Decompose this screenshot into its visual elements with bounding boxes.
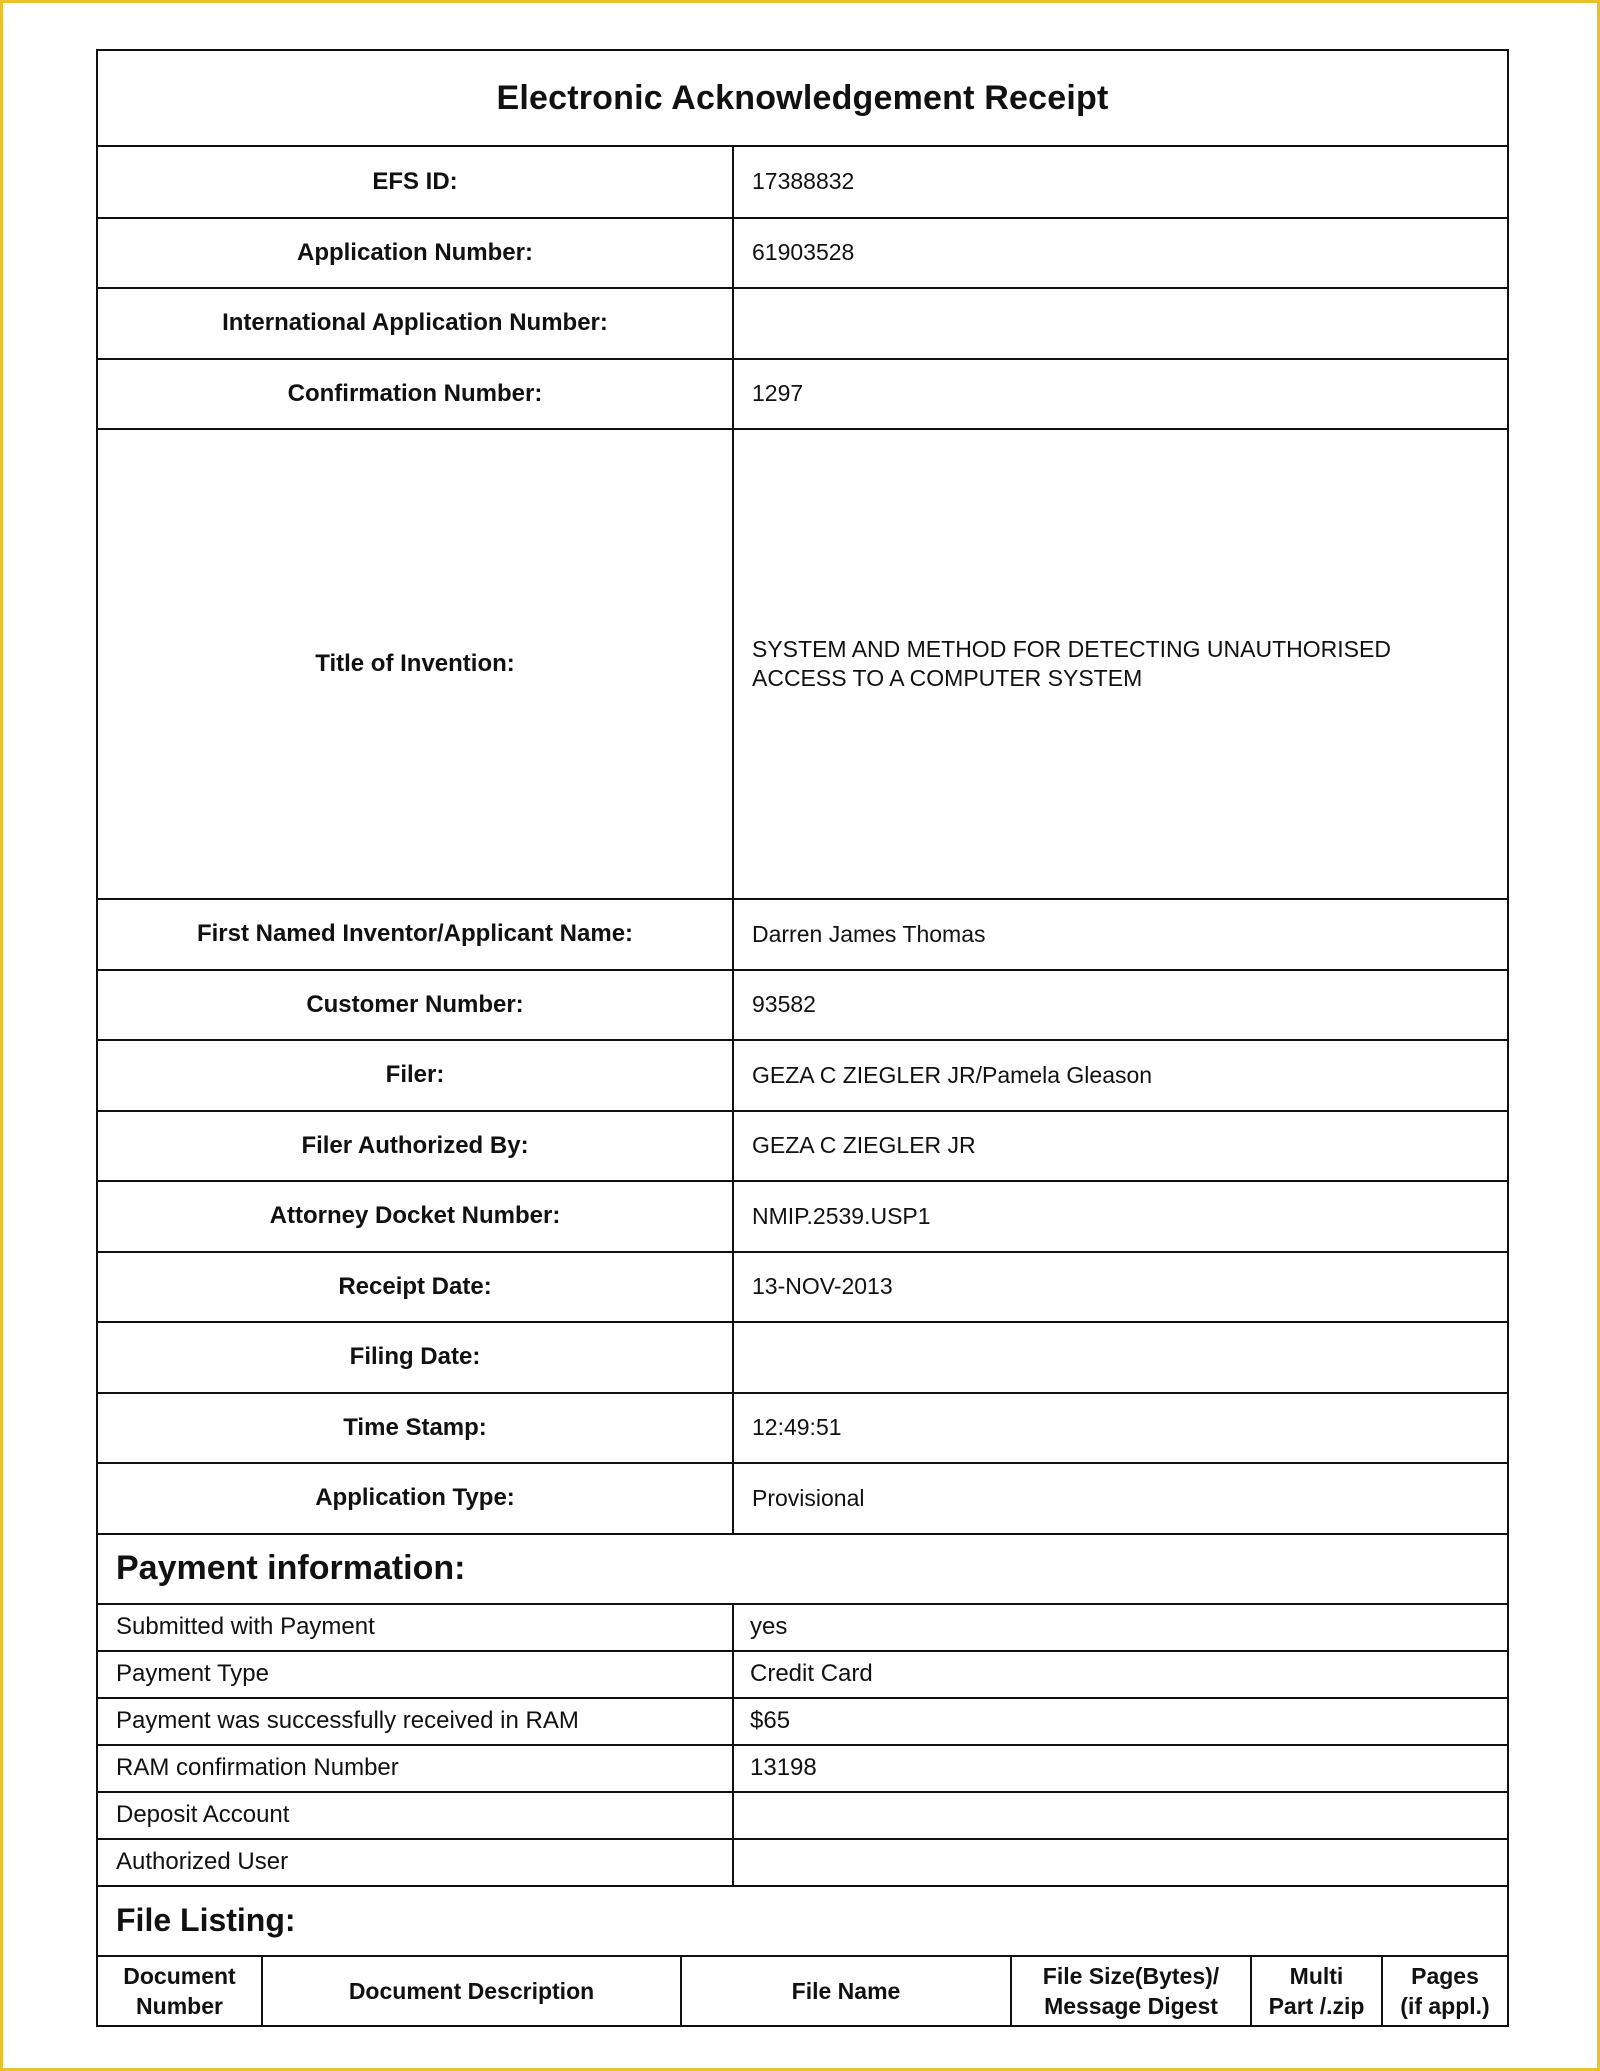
field-value: 93582 [733, 970, 1507, 1041]
field-row-customer-number [98, 970, 1507, 1041]
field-row-filing-date [98, 1322, 1507, 1393]
field-row-attorney-docket-number [98, 1181, 1507, 1252]
payment-row-payment-type [98, 1651, 1507, 1698]
field-label: Filer: [98, 1040, 733, 1111]
field-label: EFS ID: [98, 147, 733, 218]
field-label: Filer Authorized By: [98, 1111, 733, 1182]
payment-label: Payment Type [98, 1651, 733, 1698]
field-row-international-application-number [98, 288, 1507, 359]
payment-label: RAM confirmation Number [98, 1745, 733, 1792]
payment-label: Deposit Account [98, 1792, 733, 1839]
file-listing-table [98, 1957, 1507, 2025]
field-label: Filing Date: [98, 1322, 733, 1393]
field-value [733, 288, 1507, 359]
field-value: Darren James Thomas [733, 899, 1507, 970]
payment-value: $65 [733, 1698, 1507, 1745]
field-label: International Application Number: [98, 288, 733, 359]
field-value: GEZA C ZIEGLER JR [733, 1111, 1507, 1182]
field-label: Confirmation Number: [98, 359, 733, 430]
field-row-confirmation-number [98, 359, 1507, 430]
payment-label: Payment was successfully received in RAM [98, 1698, 733, 1745]
field-value: NMIP.2539.USP1 [733, 1181, 1507, 1252]
field-row-first-named-inventor [98, 899, 1507, 970]
field-label: Application Number: [98, 218, 733, 289]
field-row-receipt-date [98, 1252, 1507, 1323]
field-label: Receipt Date: [98, 1252, 733, 1323]
payment-label: Submitted with Payment [98, 1605, 733, 1651]
application-info-table [98, 147, 1507, 1535]
field-row-time-stamp [98, 1393, 1507, 1464]
payment-table [98, 1605, 1507, 1887]
field-value [733, 1322, 1507, 1393]
column-header-document-number: Document Number [98, 1957, 262, 2025]
field-value: 61903528 [733, 218, 1507, 289]
payment-row-authorized-user [98, 1839, 1507, 1886]
payment-label: Authorized User [98, 1839, 733, 1886]
receipt-document [96, 49, 1509, 2027]
column-header-file-name: File Name [681, 1957, 1011, 2025]
field-row-filer-authorized-by [98, 1111, 1507, 1182]
field-value: 17388832 [733, 147, 1507, 218]
field-label: Customer Number: [98, 970, 733, 1041]
field-value: 1297 [733, 359, 1507, 430]
column-header-multi-part: Multi Part /.zip [1251, 1957, 1382, 2025]
field-row-application-type [98, 1463, 1507, 1534]
field-row-title-of-invention [98, 429, 1507, 899]
payment-row-received-in-ram [98, 1698, 1507, 1745]
field-row-efs-id [98, 147, 1507, 218]
payment-value [733, 1792, 1507, 1839]
field-label: Attorney Docket Number: [98, 1181, 733, 1252]
field-value: 12:49:51 [733, 1393, 1507, 1464]
payment-value: Credit Card [733, 1651, 1507, 1698]
field-row-application-number [98, 218, 1507, 289]
payment-value: 13198 [733, 1745, 1507, 1792]
payment-value [733, 1839, 1507, 1886]
payment-row-ram-confirmation-number [98, 1745, 1507, 1792]
column-header-document-description: Document Description [262, 1957, 681, 2025]
payment-row-submitted-with-payment [98, 1605, 1507, 1651]
field-value: Provisional [733, 1463, 1507, 1534]
payment-section [98, 1603, 1507, 1887]
field-row-filer [98, 1040, 1507, 1111]
file-listing-heading: File Listing: [98, 1887, 1507, 1957]
document-title: Electronic Acknowledgement Receipt [98, 51, 1507, 147]
field-value: GEZA C ZIEGLER JR/Pamela Gleason [733, 1040, 1507, 1111]
column-header-file-size: File Size(Bytes)/ Message Digest [1011, 1957, 1251, 2025]
field-label: Time Stamp: [98, 1393, 733, 1464]
payment-row-deposit-account [98, 1792, 1507, 1839]
column-header-pages: Pages (if appl.) [1400, 1962, 1490, 2019]
field-label: Title of Invention: [98, 429, 733, 899]
file-listing-header-row [98, 1957, 1507, 2025]
field-label: Application Type: [98, 1463, 733, 1534]
field-value: SYSTEM AND METHOD FOR DETECTING UNAUTHORISED ACCESS TO A COMPUTER SYSTEM [733, 429, 1507, 899]
field-label: First Named Inventor/Applicant Name: [98, 899, 733, 970]
payment-heading: Payment information: [116, 1549, 466, 1587]
field-value: 13-NOV-2013 [733, 1252, 1507, 1323]
payment-value: yes [733, 1605, 1507, 1651]
